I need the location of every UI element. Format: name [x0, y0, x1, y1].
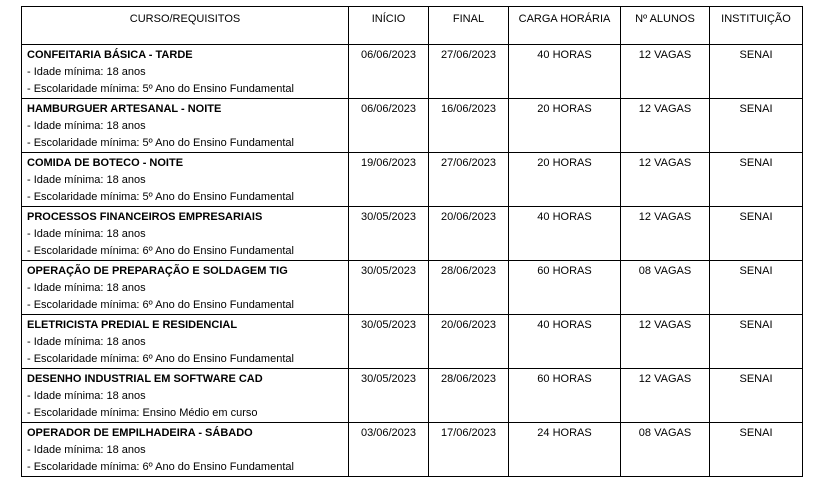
course-name: ELETRICISTA PREDIAL E RESIDENCIAL	[27, 319, 238, 331]
student-count: 12 VAGAS	[621, 369, 710, 423]
institution: SENAI	[710, 261, 803, 315]
course-cell	[22, 45, 349, 99]
header-institution: INSTITUIÇÃO	[710, 7, 803, 45]
end-date: 27/06/2023	[429, 45, 509, 99]
course-name: OPERADOR DE EMPILHADEIRA - SÁBADO	[27, 427, 253, 439]
end-date: 16/06/2023	[429, 99, 509, 153]
institution: SENAI	[710, 423, 803, 477]
course-cell	[22, 315, 349, 369]
requirement-schooling: - Escolaridade mínima: 6º Ano do Ensino Fundamental	[27, 245, 294, 257]
course-cell	[22, 99, 349, 153]
header-end: FINAL	[429, 7, 509, 45]
course-hours: 40 HORAS	[509, 207, 621, 261]
end-date: 27/06/2023	[429, 153, 509, 207]
course-name: CONFEITARIA BÁSICA - TARDE	[27, 49, 193, 61]
course-hours: 24 HORAS	[509, 423, 621, 477]
table-row	[22, 315, 803, 369]
requirement-schooling: - Escolaridade mínima: 5º Ano do Ensino Fundamental	[27, 191, 294, 203]
requirement-age: - Idade mínima: 18 anos	[27, 66, 146, 78]
course-cell	[22, 369, 349, 423]
start-date: 06/06/2023	[349, 99, 429, 153]
institution: SENAI	[710, 153, 803, 207]
start-date: 30/05/2023	[349, 261, 429, 315]
start-date: 30/05/2023	[349, 315, 429, 369]
requirement-schooling: - Escolaridade mínima: 6º Ano do Ensino Fundamental	[27, 299, 294, 311]
start-date: 03/06/2023	[349, 423, 429, 477]
course-hours: 60 HORAS	[509, 369, 621, 423]
institution: SENAI	[710, 99, 803, 153]
course-hours: 60 HORAS	[509, 261, 621, 315]
table-row	[22, 99, 803, 153]
student-count: 12 VAGAS	[621, 207, 710, 261]
course-name: COMIDA DE BOTECO - NOITE	[27, 157, 184, 169]
table-row	[22, 207, 803, 261]
requirement-schooling: - Escolaridade mínima: 5º Ano do Ensino Fundamental	[27, 83, 294, 95]
institution: SENAI	[710, 315, 803, 369]
courses-table	[21, 6, 803, 477]
student-count: 12 VAGAS	[621, 45, 710, 99]
table-row	[22, 153, 803, 207]
start-date: 30/05/2023	[349, 369, 429, 423]
header-start: INÍCIO	[349, 7, 429, 45]
table-header-row	[22, 7, 803, 45]
requirement-schooling: - Escolaridade mínima: 6º Ano do Ensino Fundamental	[27, 461, 294, 473]
requirement-age: - Idade mínima: 18 anos	[27, 120, 146, 132]
course-cell	[22, 207, 349, 261]
course-hours: 40 HORAS	[509, 45, 621, 99]
student-count: 08 VAGAS	[621, 423, 710, 477]
table-row	[22, 45, 803, 99]
student-count: 08 VAGAS	[621, 261, 710, 315]
course-name: OPERAÇÃO DE PREPARAÇÃO E SOLDAGEM TIG	[27, 265, 288, 277]
requirement-schooling: - Escolaridade mínima: 6º Ano do Ensino Fundamental	[27, 353, 294, 365]
requirement-schooling: - Escolaridade mínima: Ensino Médio em curso	[27, 407, 258, 419]
start-date: 06/06/2023	[349, 45, 429, 99]
end-date: 20/06/2023	[429, 315, 509, 369]
course-name: HAMBURGUER ARTESANAL - NOITE	[27, 103, 222, 115]
table-row	[22, 261, 803, 315]
course-hours: 40 HORAS	[509, 315, 621, 369]
student-count: 12 VAGAS	[621, 315, 710, 369]
requirement-age: - Idade mínima: 18 anos	[27, 174, 146, 186]
requirement-age: - Idade mínima: 18 anos	[27, 390, 146, 402]
header-students: Nº ALUNOS	[621, 7, 710, 45]
end-date: 17/06/2023	[429, 423, 509, 477]
course-name: PROCESSOS FINANCEIROS EMPRESARIAIS	[27, 211, 263, 223]
start-date: 19/06/2023	[349, 153, 429, 207]
student-count: 12 VAGAS	[621, 153, 710, 207]
requirement-age: - Idade mínima: 18 anos	[27, 282, 146, 294]
end-date: 28/06/2023	[429, 261, 509, 315]
requirement-age: - Idade mínima: 18 anos	[27, 228, 146, 240]
course-cell	[22, 423, 349, 477]
header-course: CURSO/REQUISITOS	[22, 7, 349, 45]
end-date: 28/06/2023	[429, 369, 509, 423]
requirement-schooling: - Escolaridade mínima: 5º Ano do Ensino Fundamental	[27, 137, 294, 149]
start-date: 30/05/2023	[349, 207, 429, 261]
institution: SENAI	[710, 369, 803, 423]
institution: SENAI	[710, 207, 803, 261]
course-name: DESENHO INDUSTRIAL EM SOFTWARE CAD	[27, 373, 263, 385]
course-hours: 20 HORAS	[509, 153, 621, 207]
course-cell	[22, 261, 349, 315]
requirement-age: - Idade mínima: 18 anos	[27, 444, 146, 456]
institution: SENAI	[710, 45, 803, 99]
header-hours: CARGA HORÁRIA	[509, 7, 621, 45]
table-row	[22, 369, 803, 423]
course-cell	[22, 153, 349, 207]
table-row	[22, 423, 803, 477]
course-hours: 20 HORAS	[509, 99, 621, 153]
end-date: 20/06/2023	[429, 207, 509, 261]
student-count: 12 VAGAS	[621, 99, 710, 153]
requirement-age: - Idade mínima: 18 anos	[27, 336, 146, 348]
